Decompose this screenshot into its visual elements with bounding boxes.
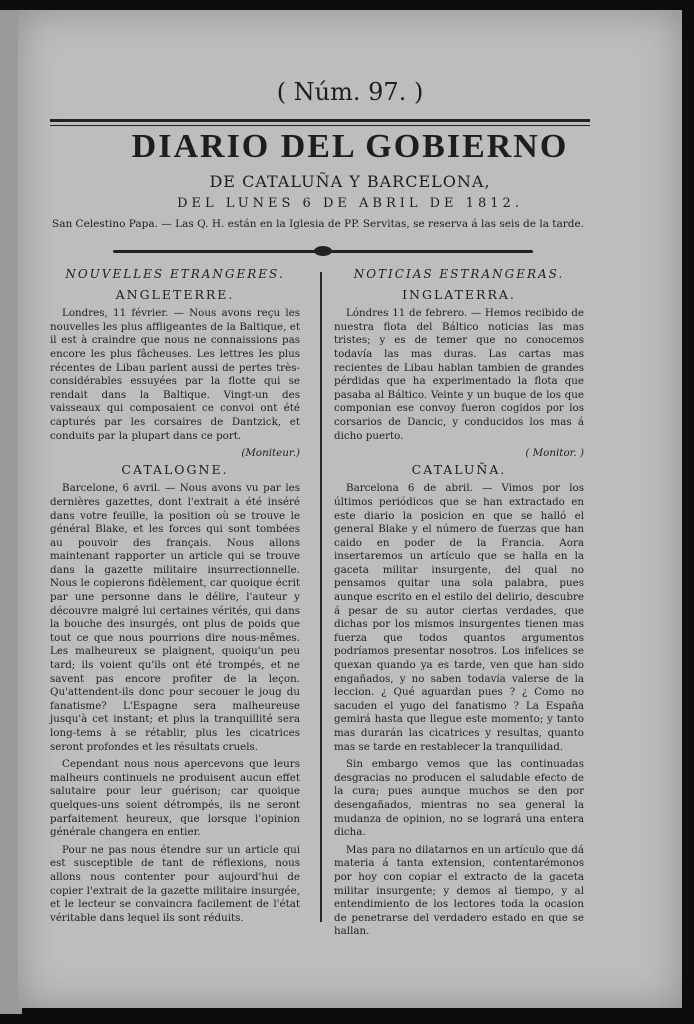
column-heading: NOUVELLES ETRANGERES. [65,267,285,281]
section-heading: CATALOGNE. [121,461,229,477]
source-credit: (Moniteur.) [241,447,300,460]
source-credit: ( Monitor. ) [525,447,584,460]
newspaper-page [18,10,682,1008]
masthead-subtitle: DE CATALUÑA Y BARCELONA, [209,172,491,191]
article-paragraph: Pour ne pas nous étendre sur un article qui est susceptible de tant de réflexions, nous allons nous contenter pour aujourd'hui de copier l'extrait de la gazette militaire insurgée, et le lecteur se convaincra facilement de l'état véritable dans lequel ils sont réduits. [50,843,300,924]
article-paragraph: Cependant nous nous apercevons que leurs malheurs continuels ne produisent aucun effet salutaire pour leur guérison; car quoique quelques-uns soient détrompés, ils ne seront parfaitement heureux, que lorsque l'opinion générale changera en entier. [50,758,300,839]
column-divider [320,272,322,922]
article-paragraph: Barcelone, 6 avril. — Nous avons vu par les dernières gazettes, dont l'extrait a été inséré dans votre feuille, la position où se trouve le général Blake, et les forces qui sont tombées au pouvoir des français. Nous allons maintenant rapporter un article qui se trouve dans la gazette militaire insurrectionnelle. Nous le copierons fidèlement, car quoique écrit par une personne dans le délire, l'auteur y découvre malgré lui certaines vérités, qui dans la bouche des insurgés, ont plus de poids que tout ce que nous pourrions dire nous-mêmes. Les malheureux se plaignent, quoiqu'un peu tard; ils voient qu'ils ont été trompés, et ne savent pas encore profiter de la leçon. Qu'attendent-ils donc pour secouer le joug du fanatisme? L'Espagne sera malheureuse jusqu'à cet instant; et plus la tranquillité sera long-tems à se rétablir, plus les cicatrices seront profondes et les résultats cruels. [50,482,300,753]
article-paragraph: Londres, 11 février. — Nous avons reçu les nouvelles les plus affligeantes de la Baltique, et il est à craindre que nous ne connaissions pas encore les plus fâcheuses. Les lettres les plus récentes de Libau parlent aussi de pertes très-considérables essuyées par la flotte qui se rendait dans la Baltique. Vingt-un des vaisseaux qui composaient ce convoi ont été capturés par les corsaires de Dantzick, et conduits par la plupart dans ce port. [50,307,300,442]
header-rule-thin [50,125,590,126]
section-heading: CATALUÑA. [411,461,507,477]
article-paragraph: Sin embargo vemos que las continuadas desgracias no producen el saludable efecto de la cura; pues aunque muchos se den por desengañados, mientras no sea general la mudanza de opinion, no se logrará una entera dicha. [334,758,584,839]
ornament-center [314,246,332,256]
spanish-column [334,268,584,943]
article-paragraph: Mas para no dilatarnos en un artículo que dá materia á tanta extension, contentarémonos por hoy con copiar el extracto de la gaceta militar insurgente; y demos al tiempo, y al entendimiento de los lectores toda la ocasion de penetrarse del verdadero estado en que se hallan. [334,843,584,938]
section-heading: INGLATERRA. [402,286,516,302]
section-heading: ANGLETERRE. [115,286,235,302]
issue-date: DEL LUNES 6 DE ABRIL DE 1812. [177,196,523,211]
issue-number: ( Núm. 97. ) [276,78,424,106]
article-paragraph: Barcelona 6 de abril. — Vimos por los últimos periódicos que se han extractado en este diario la posicion en que se halló el general Blake y el número de fuerzas que han caido en poder de la Francia. Aora insertaremos un artículo que se halla en la gaceta militar insurgente, del qual no pensamos quitar una sola palabra, pues aunque escrito en el estilo del delirio, descubre á pesar de su autor ciertas verdades, que dichas por los mismos insurgentes tienen mas fuerza que todos quantos argumentos podríamos presentar nosotros. Los infelices se quexan quando ya es tarde, ven que han sido engañados, y no saben todavía valerse de la leccion. ¿ Qué aguardan pues ? ¿ Como no sacuden el yugo del fanatismo ? La España gemirá hasta que llegue este momento; y tanto mas durarán las cicatrices y resultas, quanto mas se tarde en restablecer la tranquilidad. [334,482,584,753]
saint-note: San Celestino Papa. — Las Q. H. están en la Iglesia de PP. Servitas, se reserva á las seis de la tarde. [52,218,585,230]
french-column [50,268,300,929]
column-heading: NOTICIAS ESTRANGERAS. [353,267,565,281]
masthead-title: DIARIO DEL GOBIERNO [131,128,569,165]
header-rule [50,119,590,122]
article-paragraph: Lóndres 11 de febrero. — Hemos recibido de nuestra flota del Báltico noticias las mas tristes; y es de temer que no conocemos todavía las mas duras. Las cartas mas recientes de Libau hablan tambien de grandes pérdidas que ha experimentado la flota que pasaba al Báltico. Veinte y un buque de los que componian ese convoy fueron cogidos por los corsarios de Dancic, y conducidos los mas á dicho puerto. [334,307,584,442]
